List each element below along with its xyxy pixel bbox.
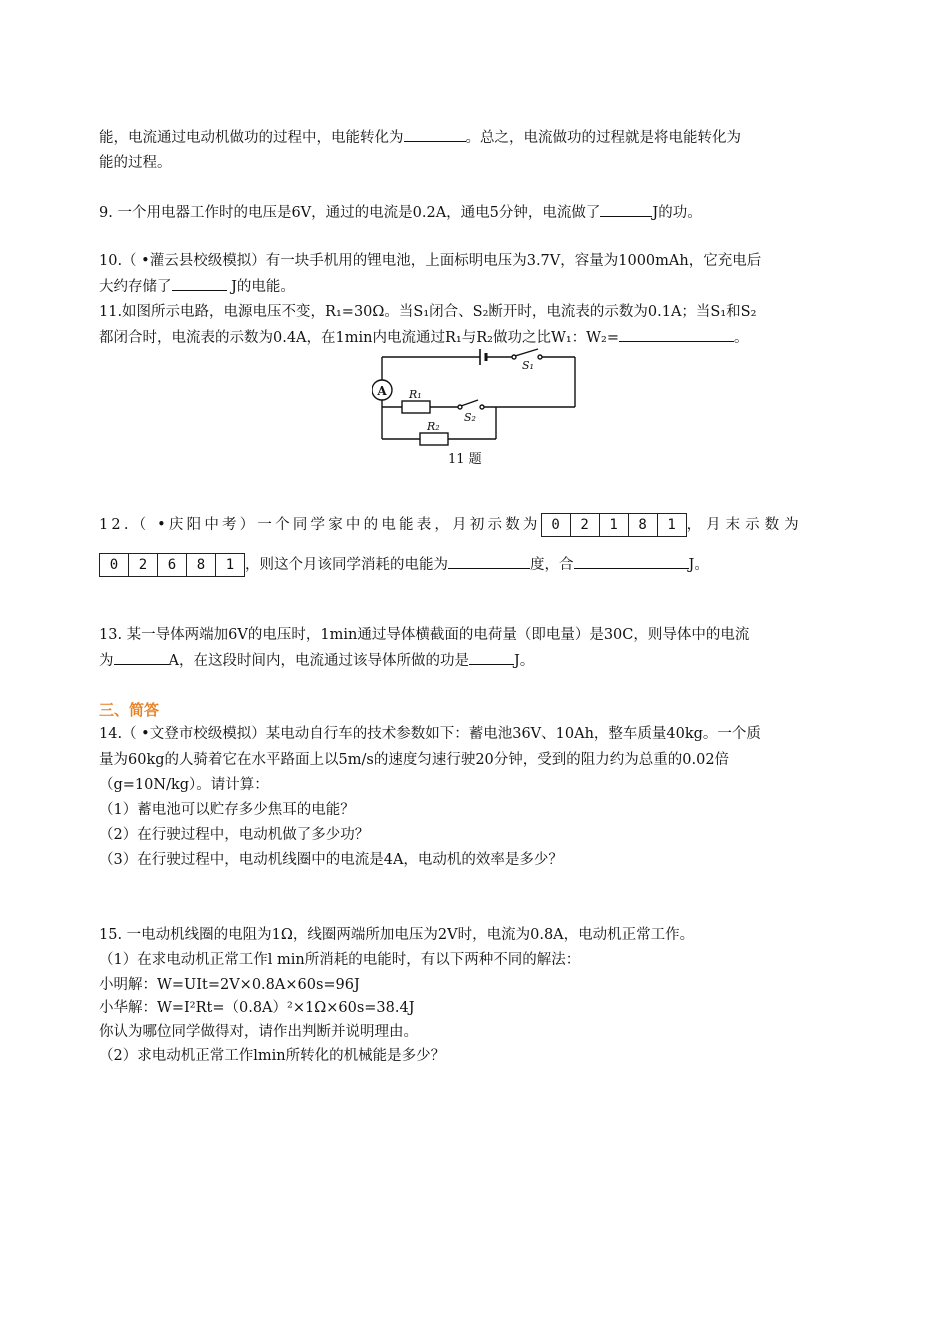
q8-text-b: 。总之，电流做功的过程就是将电能转化为	[465, 130, 741, 146]
q9-text-a: 9. 一个用电器工作时的电压是6V，通过的电流是0.2A，通电5分钟，电流做了	[99, 205, 601, 221]
q11-line1: 11.如图所示电路，电源电压不变，R₁=30Ω。当S₁闭合、S₂断开时，电流表的示数为0.1A；当S₁和S₂	[99, 304, 757, 320]
q10-answer-blank[interactable]	[172, 276, 227, 291]
q10-text-a: 大约存储了	[99, 279, 172, 295]
q12-text-e: J。	[688, 557, 709, 573]
s2-blade	[461, 400, 478, 406]
q15-line3: 小明解：W=UIt=2V×0.8A×60s=96J	[99, 977, 360, 993]
meter-digit: 8	[628, 514, 657, 536]
q14-sub2: （2）在行驶过程中，电动机做了多少功？	[99, 827, 370, 843]
q11-answer-blank[interactable]	[619, 327, 734, 342]
meter-end-reading	[99, 553, 245, 577]
r1-label: R₁	[409, 388, 422, 401]
q11-circuit-diagram	[372, 345, 582, 470]
q14-line3: （g=10N/kg）。请计算：	[99, 777, 269, 793]
q9	[99, 202, 702, 223]
q11-text-b: 。	[734, 330, 749, 346]
meter-digit: 6	[157, 554, 186, 576]
figure-caption: 11 题	[448, 452, 482, 467]
q15-line4: 小华解：W=I²Rt=（0.8A）²×1Ω×60s=38.4J	[99, 1000, 415, 1016]
q15-line6: （2）求电动机正常工作lmin所转化的机械能是多少？	[99, 1048, 446, 1064]
q12-line1	[99, 513, 804, 537]
q10-text-b: J的电能。	[226, 279, 295, 295]
q13-work-blank[interactable]	[469, 650, 514, 665]
q12-text-d: 度，合	[530, 557, 574, 573]
q8-line1	[99, 127, 741, 148]
meter-digit: 0	[551, 517, 560, 533]
q13-text-a: 为	[99, 653, 114, 669]
q12-energy-blank-2[interactable]	[574, 554, 689, 569]
s1-contact-right	[538, 355, 542, 359]
q13-line2	[99, 650, 534, 671]
meter-digit: 1	[599, 514, 628, 536]
section-heading-short-answer: 三、简答	[99, 701, 160, 719]
meter-start-reading	[541, 513, 687, 537]
s2-label: S₂	[464, 411, 476, 424]
q9-answer-blank[interactable]	[600, 202, 652, 217]
q14-sub3: （3）在行驶过程中，电动机线圈中的电流是4A，电动机的效率是多少？	[99, 852, 563, 868]
q13-current-blank[interactable]	[114, 650, 169, 665]
q15-line5: 你认为哪位同学做得对，请作出判断并说明理由。	[99, 1024, 418, 1040]
q9-text-b: J的功。	[652, 205, 702, 221]
q10-line2	[99, 276, 295, 297]
s1-label: S₁	[522, 359, 534, 372]
q15-line2: （1）在求电动机正常工作l min所消耗的电能时，有以下两种不同的解法：	[99, 952, 581, 968]
q12-text-a: 12.（ •庆阳中考）一个同学家中的电能表，月初示数为	[99, 517, 541, 533]
q12-line2	[99, 553, 709, 577]
q13-line1: 13. 某一导体两端加6V的电压时，1min通过导体横截面的电荷量（即电量）是30C，则导体中的电流	[99, 627, 750, 643]
q12-text-c: ，则这个月该同学消耗的电能为	[245, 557, 448, 573]
q12-text-b: ，月末示数为	[686, 517, 804, 533]
meter-digit: 2	[128, 554, 157, 576]
q8-text-a: 能，电流通过电动机做功的过程中，电能转化为	[99, 130, 404, 146]
s2-contact-right	[480, 405, 484, 409]
r2-label: R₂	[427, 420, 440, 433]
meter-digit: 2	[570, 514, 599, 536]
q14-line1: 14.（ •文登市校级模拟）某电动自行车的技术参数如下：蓄电池36V、10Ah，整车质量40kg。一个质	[99, 726, 761, 742]
ammeter-label: A	[377, 384, 387, 398]
q12-energy-blank-1[interactable]	[448, 554, 530, 569]
q13-text-b: A，在这段时间内，电流通过该导体所做的功是	[168, 653, 469, 669]
q13-text-c: J。	[513, 653, 535, 669]
q8-line2: 能的过程。	[99, 155, 172, 171]
q10-line1: 10.（ •灌云县校级模拟）有一块手机用的锂电池，上面标明电压为3.7V，容量为1000mAh，它充电后	[99, 253, 762, 269]
q11-text-a: 都闭合时，电流表的示数为0.4A，在1min内电流通过R₁与R₂做功之比W₁：W₂=	[99, 330, 620, 346]
meter-digit: 0	[109, 557, 119, 573]
s1-blade	[515, 349, 538, 356]
q14-line2: 量为60kg的人骑着它在水平路面上以5m/s的速度匀速行驶20分钟，受到的阻力约为总重的0.02倍	[99, 752, 730, 768]
q8-answer-blank[interactable]	[404, 127, 466, 142]
meter-digit: 1	[215, 554, 244, 576]
r2-resistor	[420, 433, 448, 445]
r1-resistor	[402, 401, 430, 413]
meter-digit: 8	[186, 554, 215, 576]
meter-digit: 1	[657, 514, 686, 536]
q14-sub1: （1）蓄电池可以贮存多少焦耳的电能？	[99, 802, 355, 818]
q15-line1: 15. 一电动机线圈的电阻为1Ω，线圈两端所加电压为2V时，电流为0.8A，电动机正常工作。	[99, 927, 695, 943]
